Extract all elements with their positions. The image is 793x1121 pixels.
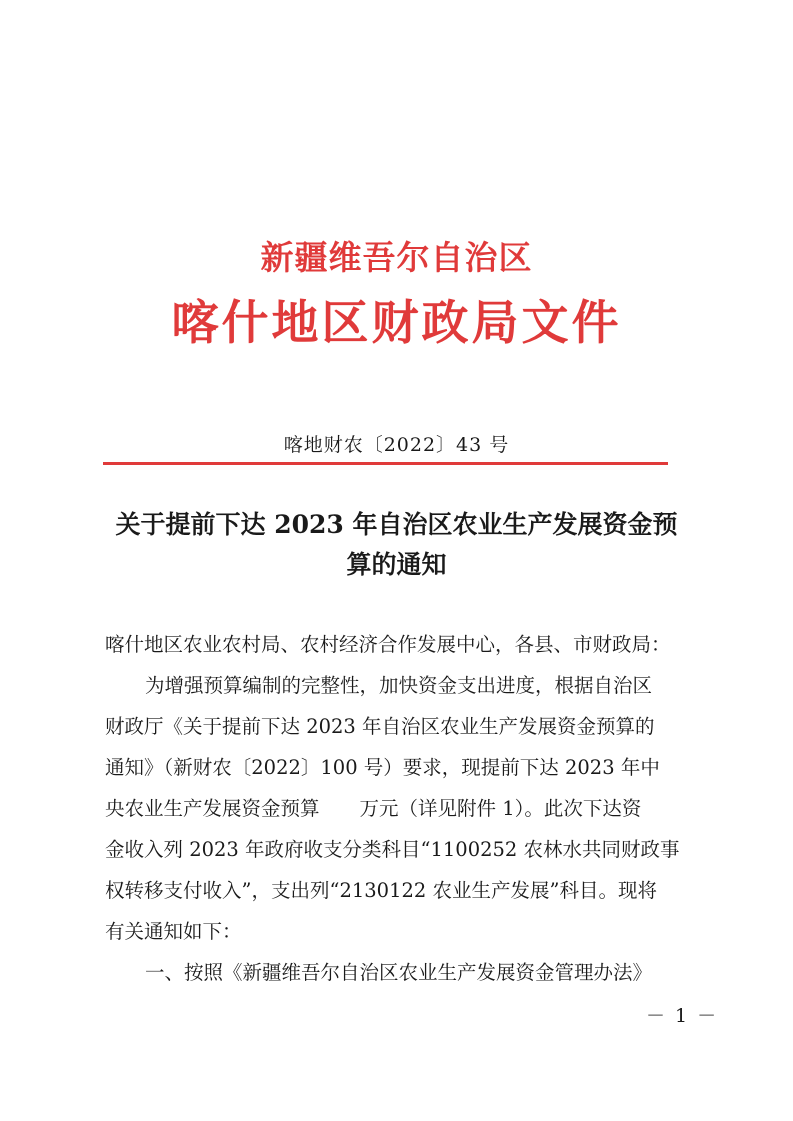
page-number: － 1 － xyxy=(646,1005,719,1027)
paragraph-1-line-4-part-a: 央农业生产发展资金预算 xyxy=(105,797,320,820)
paragraph-1-line-1: 为增强预算编制的完整性，加快资金支出进度，根据自治区 xyxy=(145,674,653,697)
paragraph-1-line-4 xyxy=(105,788,705,829)
header-org-line2: 喀什地区财政局文件 xyxy=(171,296,622,351)
document-number: 喀地财农〔2022〕43 号 xyxy=(283,434,510,456)
paragraph-1-line-7: 有关通知如下： xyxy=(105,920,242,943)
paragraph-2-line-1: 一、按照《新疆维吾尔自治区农业生产发展资金管理办法》 xyxy=(145,961,653,984)
addressee: 喀什地区农业农村局、农村经济合作发展中心，各县、市财政局： xyxy=(105,633,671,656)
paragraph-1-line-4-part-b: 万元（详见附件 1）。此次下达资 xyxy=(359,797,642,820)
paragraph-1-line-3: 通知》（新财农〔2022〕100 号）要求，现提前下达 2023 年中 xyxy=(105,756,660,779)
paragraph-1-line-2: 财政厅《关于提前下达 2023 年自治区农业生产发展资金预算的 xyxy=(105,715,655,738)
header-org-line1: 新疆维吾尔自治区 xyxy=(260,238,533,277)
document-title xyxy=(100,505,693,585)
paragraph-1-line-6: 权转移支付收入”，支出列“2130122 农业生产发展”科目。现将 xyxy=(105,879,657,902)
paragraph-1-line-5: 金收入列 2023 年政府收支分类科目“1100252 农林水共同财政事 xyxy=(105,838,680,861)
red-divider-rule xyxy=(103,462,668,465)
title-line-1: 关于提前下达 2023 年自治区农业生产发展资金预 xyxy=(115,510,678,539)
document-body xyxy=(105,624,705,993)
title-line-2: 算的通知 xyxy=(346,550,447,579)
